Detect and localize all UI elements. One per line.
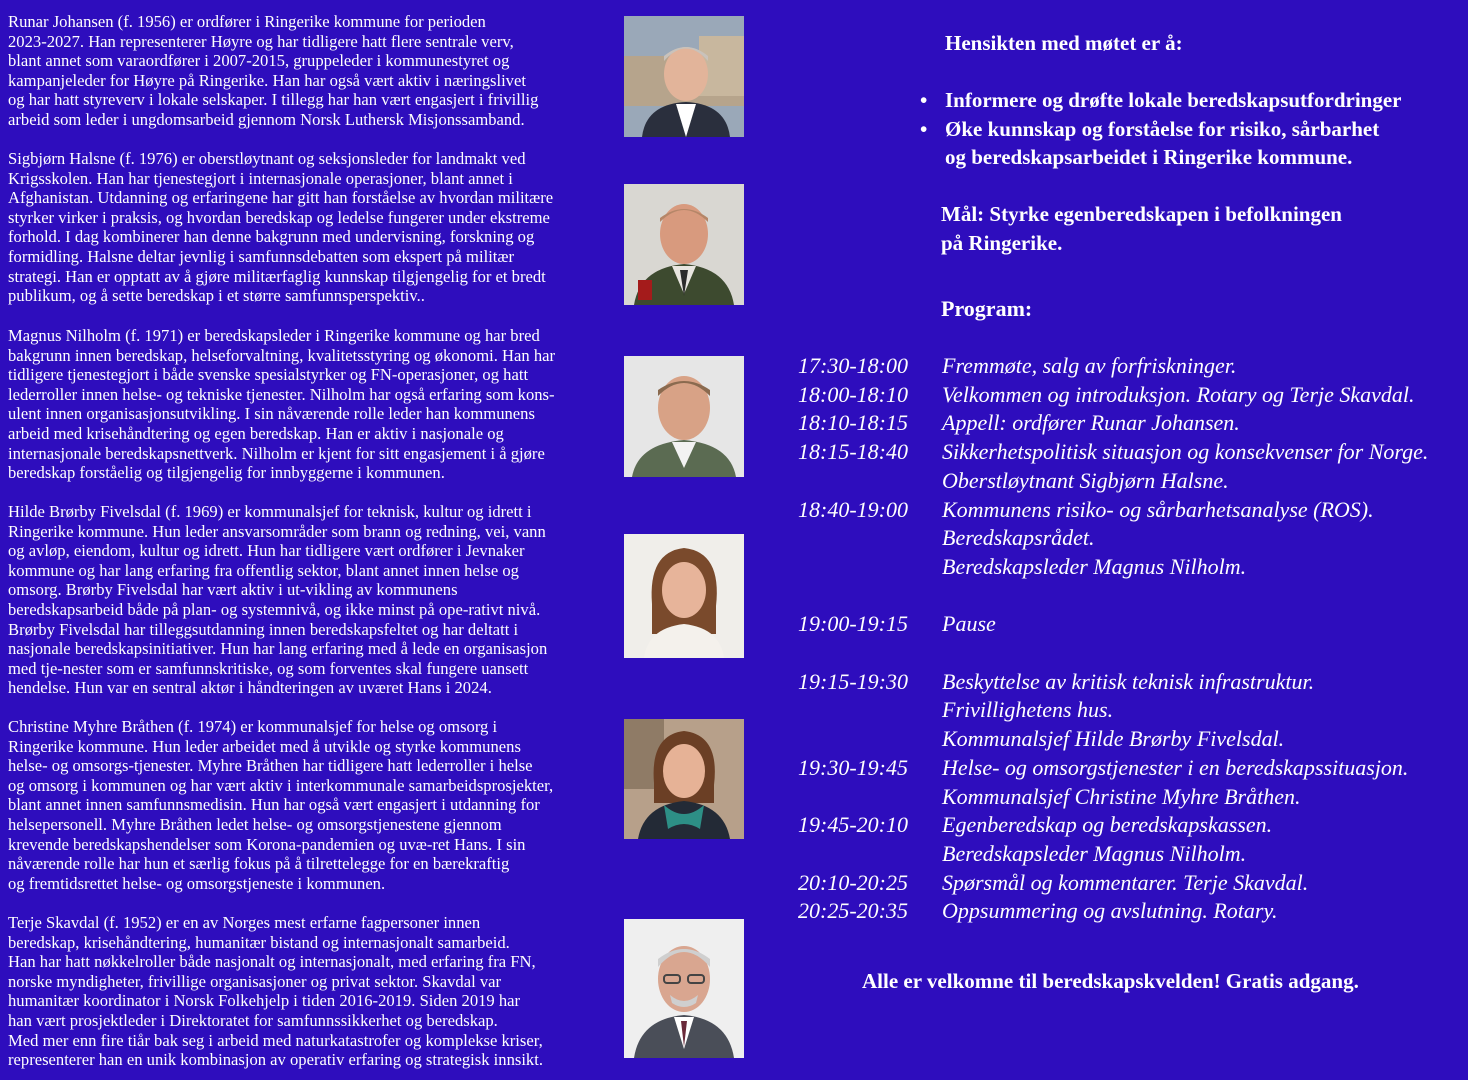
program-row bbox=[798, 869, 1466, 898]
program-time: 19:30-19:45 bbox=[798, 754, 908, 780]
program-heading: Program: bbox=[941, 296, 1033, 321]
bio-hilde-brorby-fivelsdal: Hilde Brørby Fivelsdal (f. 1969) er kommunalsjef for teknisk, kultur og idrett i Ringerike kommune. Hun leder ansvarsområder som brann og redning, vei, vann og avløp, eiendom, kultur og idrett. Hun har tidligere vært ordfører i Jevnaker kommune og har lang erfaring fra offentlig sektor, blant annet innen helse og omsorg. Brørby Fivelsdal har vært aktiv i ut-vikling av kommunens beredskapsarbeid både på plan- og systemnivå, og ikke minst på ope-rativt nivå. Brørby Fivelsdal har tilleggsutdanning innen beredskapsfeltet og har deltatt i nasjonale beredskapsinitiativer. Hun har lang erfaring med å lede en organisasjon med tje-nester som er samfunnskritiske, og som forventes skal fungere uansett hendelse. Hun var en sentral aktør i håndteringen av uværet Hans i 2024. bbox=[8, 502, 548, 698]
footer-invitation: Alle er velkomne til beredskapskvelden! Gratis adgang. bbox=[862, 969, 1359, 993]
program-desc: Spørsmål og kommentarer. Terje Skavdal. bbox=[942, 869, 1309, 895]
program-desc: Sikkerhetspolitisk situasjon og konsekvenser for Norge. Oberstløytnant Sigbjørn Halsne. bbox=[942, 439, 1429, 493]
spacer bbox=[798, 582, 1466, 611]
program-time: 18:00-18:10 bbox=[798, 381, 908, 407]
program-time: 20:10-20:25 bbox=[798, 869, 908, 895]
program-desc: Oppsummering og avslutning. Rotary. bbox=[942, 898, 1278, 924]
program-row bbox=[798, 496, 1466, 582]
program-desc: Velkommen og introduksjon. Rotary og Terje Skavdal. bbox=[942, 381, 1415, 407]
bio-sigbjorn-halsne: Sigbjørn Halsne (f. 1976) er oberstløytnant og seksjonsleder for landmakt ved Krigsskolen. Han har tjenestegjort i internasjonale operasjoner, blant annet i Afghanistan. Utdanning og erfaringene har gitt han forståelse av hvordan militære styrker virker i praksis, og hvordan beredskap og ledelse fungerer under ekstreme forhold. I dag kombinerer han denne bakgrunn med undervisning, forskning og formidling. Halsne deltar jevnlig i samfunnsdebatten som ekspert på militær strategi. Han er opptatt av å gjøre militærfaglig kunnskap tilgjengelig for et bredt publikum, og å sette beredskap i et større samfunnsperspektiv.. bbox=[8, 149, 554, 306]
bio-magnus-nilholm: Magnus Nilholm (f. 1971) er beredskapsleder i Ringerike kommune og har bred bakgrunn innen beredskap, helseforvaltning, kvalitetsstyring og økonomi. Han har tidligere tjenestegjort i både svenske spesialstyrker og FN-operasjoner, og hatt lederroller innen helse- og tekniske tjenester. Nilholm har også erfaring som kons- ulent innen organisasjonsutvikling. I sin nåværende rolle leder han kommunens arbeid med krisehåndtering og egen beredskap. Han er aktiv i nasjonale og internasjonale beredskapsnettverk. Nilholm er kjent for sitt engasjement i å gjøre beredskap forståelig og tilgjengelig for innbyggerne i kommunen. bbox=[8, 326, 556, 483]
program-desc: Beskyttelse av kritisk teknisk infrastruktur. Frivillighetens hus. Kommunalsjef Hilde Brørby Fivelsdal. bbox=[942, 668, 1315, 752]
program-time: 17:30-18:00 bbox=[798, 353, 908, 378]
program-time: 19:45-20:10 bbox=[798, 812, 908, 838]
program-row bbox=[798, 409, 1466, 438]
purpose-item: • Informere og drøfte lokale beredskapsutfordringer bbox=[918, 86, 1466, 115]
portrait-christine-myhre-brathen bbox=[624, 719, 744, 839]
program-row bbox=[798, 381, 1466, 410]
portrait-runar-johansen bbox=[624, 16, 744, 137]
program-desc: Kommunens risiko- og sårbarhetsanalyse (ROS). Beredskapsrådet. Beredskapsleder Magnus Nilholm. bbox=[942, 496, 1374, 579]
program-row bbox=[798, 668, 1466, 754]
portrait-hilde-brorby-fivelsdal bbox=[624, 534, 744, 658]
program-desc: Helse- og omsorgstjenester i en beredskapssituasjon. Kommunalsjef Christine Myhre Bråthen. bbox=[942, 754, 1409, 809]
program-time: 18:40-19:00 bbox=[798, 496, 908, 522]
program-time: 19:00-19:15 bbox=[798, 611, 908, 637]
purpose-item: • Øke kunnskap og forståelse for risiko, sårbarhet og beredskapsarbeidet i Ringerike kommune. bbox=[920, 116, 1380, 169]
program-desc: Egenberedskap og beredskapskassen. Beredskapsleder Magnus Nilholm. bbox=[942, 812, 1273, 866]
portrait-magnus-nilholm bbox=[624, 356, 744, 477]
bio-christine-myhre-brathen: Christine Myhre Bråthen (f. 1974) er kommunalsjef for helse og omsorg i Ringerike kommune. Hun leder arbeidet med å utvikle og styrke kommunens helse- og omsorgs-tjenester. Myhre Bråthen har tidligere hatt lederroller i helse og omsorg i kommunen og har vært aktiv i interkommunale samarbeidsprosjekter, blant annet innen samfunnsmedisin. Hun har også vært engasjert i utdanning for helsepersonell. Myhre Bråthen ledet helse- og omsorgstjenestene gjennom krevende beredskapshendelser som Korona-pandemien og uvæ-ret Hans. I sin nåværende rolle har hun et særlig fokus på å tilrettelegge for en bærekraftig og fremtidsrettet helse- og omsorgstjeneste i kommunen. bbox=[8, 717, 554, 893]
program-row bbox=[798, 352, 1466, 381]
program-row bbox=[798, 811, 1466, 868]
goal-text: Mål: Styrke egenberedskapen i befolkningen på Ringerike. bbox=[941, 202, 1342, 255]
purpose-list bbox=[918, 86, 1466, 172]
bullet-glyph: • bbox=[920, 116, 928, 141]
program-row bbox=[798, 897, 1466, 926]
program-desc: Fremmøte, salg av forfriskninger. bbox=[942, 353, 1237, 378]
bullet-glyph: • bbox=[920, 88, 928, 112]
program-row bbox=[798, 438, 1466, 495]
program-time: 18:15-18:40 bbox=[798, 439, 908, 465]
program-row bbox=[798, 610, 1466, 639]
bio-terje-skavdal: Terje Skavdal (f. 1952) er en av Norges mest erfarne fagpersoner innen beredskap, krisehåndtering, humanitær bistand og internasjonalt samarbeid. Han har hatt nøkkelroller både nasjonalt og internasjonalt, med erfaring fra FN, norske myndigheter, frivillige organisasjoner og privat sektor. Skavdal var humanitær koordinator i Norsk Folkehjelp i tiden 2016-2019. Siden 2019 har han vært prosjektleder i Direktoratet for samfunnssikkerhet og beredskap. Med mer enn fire tiår bak seg i arbeid med naturkatastrofer og komplekse kriser, representerer han en unik kombinasjon av operativ erfaring og strategisk innsikt. bbox=[8, 913, 543, 1070]
program-desc: Pause bbox=[942, 611, 996, 637]
program-time: 18:10-18:15 bbox=[798, 410, 908, 436]
program-time: 20:25-20:35 bbox=[798, 898, 908, 924]
portrait-sigbjorn-halsne bbox=[624, 184, 744, 305]
program-desc: Appell: ordfører Runar Johansen. bbox=[942, 410, 1240, 436]
program-row bbox=[798, 754, 1466, 811]
purpose-heading: Hensikten med møtet er å: bbox=[945, 31, 1183, 55]
spacer bbox=[798, 639, 1466, 668]
program-time: 19:15-19:30 bbox=[798, 668, 908, 694]
program-schedule bbox=[798, 352, 1466, 926]
bio-runar-johansen: Runar Johansen (f. 1956) er ordfører i Ringerike kommune for perioden 2023-2027. Han representerer Høyre og har tidligere hatt flere sentrale verv, blant annet som varaordfører i 2007-2015, gruppeleder i kommunestyret og kampanjeleder for Høyre på Ringerike. Han har også vært aktiv i næringslivet og har hatt styreverv i lokale selskaper. I tillegg har han vært engasjert i frivillig arbeid som leder i ungdomsarbeid gjennom Norsk Luthersk Misjonssamband. bbox=[8, 12, 539, 129]
portrait-terje-skavdal bbox=[624, 919, 744, 1058]
